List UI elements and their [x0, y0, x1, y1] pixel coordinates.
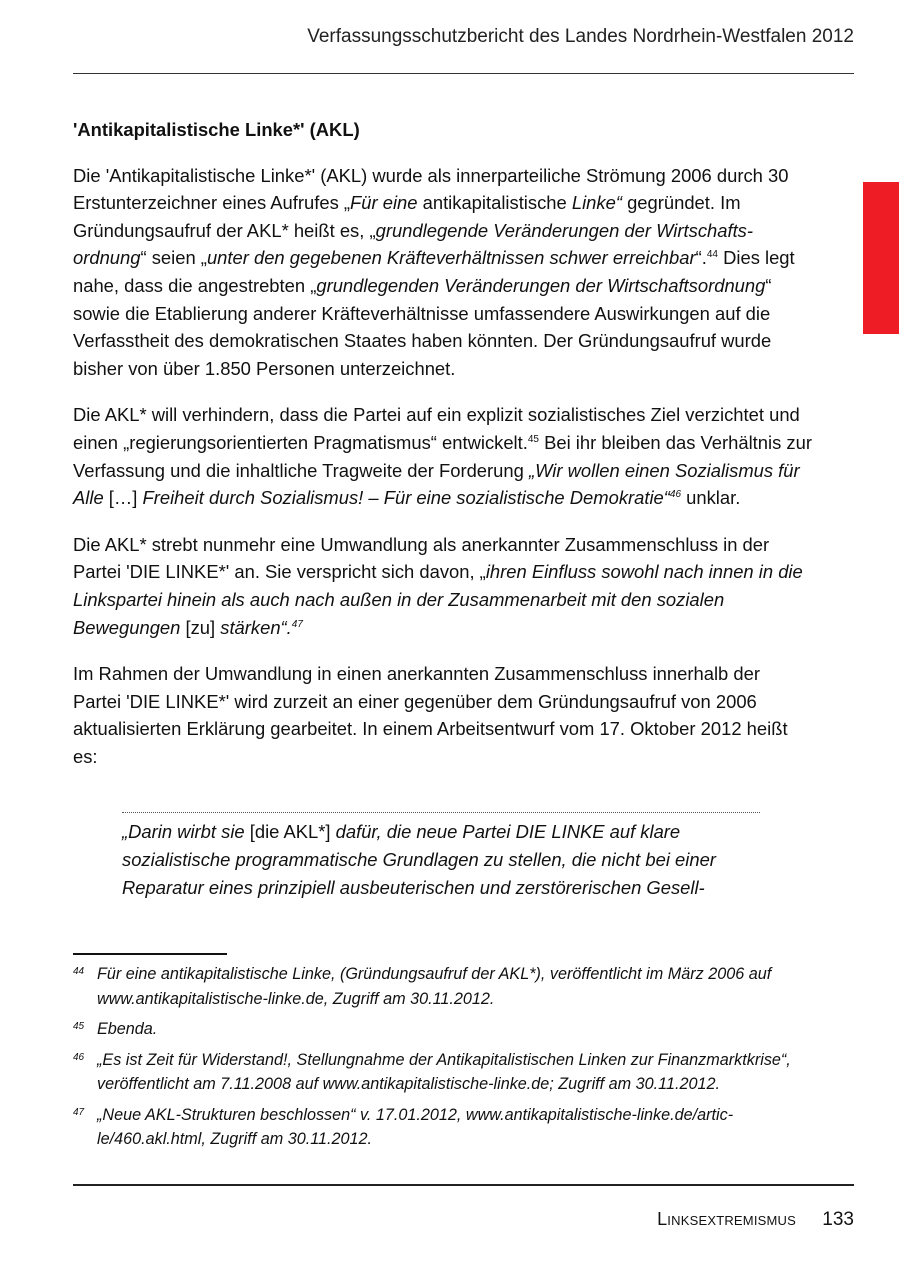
text: “ seien „: [140, 247, 207, 269]
footnote: [73, 1017, 833, 1042]
section-heading: 'Antikapitalistische Linke*' (AKL): [73, 119, 360, 140]
quote-rule: [122, 812, 760, 813]
footnote-ref: 45: [527, 433, 539, 445]
footnote: [73, 1048, 833, 1097]
paragraph-1: [73, 162, 813, 383]
text: [zu]: [180, 616, 221, 638]
text: Dies legt nahe, dass die angestrebten „: [73, 247, 795, 296]
footnote: [73, 962, 833, 1011]
footnotes: [73, 962, 833, 1158]
footnote-ref: 46: [669, 489, 682, 501]
chapter-side-tab: [863, 182, 899, 334]
text: grundlegenden Veränderungen der Wirtschaftsordnung: [316, 274, 766, 296]
text: Linke“: [571, 192, 622, 214]
footer-section-label: Linksextremismus: [657, 1209, 796, 1229]
footnote: [73, 1103, 833, 1152]
main-content: [73, 116, 813, 789]
footer-rule: [73, 1184, 854, 1186]
text: Die AKL* strebt nunmehr eine Umwandlung als anerkannter Zusammenschluss in der Partei 'DIE LINKE*' an. Sie verspricht sich davon, „: [73, 533, 770, 583]
text: stärken“.: [220, 616, 292, 638]
text: antikapitalistische: [417, 192, 572, 214]
text: unklar.: [681, 487, 741, 509]
footnote-text: „Es ist Zeit für Widerstand!, Stellungnahme der Antikapitalistischen Linken zur Finanzmarktkrise“, veröffentlicht am 7.11.2008 auf www.antikapitalistische-linke.de; Zugriff am 30.11.2012.: [97, 1050, 791, 1093]
text: Für eine: [350, 192, 418, 214]
paragraph-3: [73, 531, 813, 641]
footnote-ref: 44: [706, 249, 718, 261]
text: ihren Einfluss sowohl nach innen in die Linkspartei hinein als auch nach außen in der Zusammenarbeit mit den sozialen Bewegungen: [73, 561, 803, 638]
text: Bei ihr bleiben das Verhältnis zur Verfassung und die inhaltliche Tragweite der Forderung: [73, 431, 812, 481]
paragraph-4: Im Rahmen der Umwandlung in einen anerkannten Zusammenschluss innerhalb der Partei 'DIE LINKE*' wird zurzeit an einer gegenüber dem Gründungsaufruf von 2006 aktualisierten Erklärung gearbeitet. In einem Arbeitsentwurf vom 17. Oktober 2012 heißt es:: [73, 663, 788, 767]
text: Die 'Antikapitalistische Linke*' (AKL) wurde als innerparteiliche Strömung 2006 durch 30 Erstunterzeichner eines Aufrufes „: [73, 164, 789, 214]
text: „Darin wirbt sie: [122, 821, 250, 842]
footnote-number: 45: [73, 1021, 85, 1032]
text: grundlegende Veränderungen der Wirtschaftsordnung: [73, 219, 754, 269]
footnote-ref: 47: [291, 618, 303, 630]
header-title: Verfassungsschutzbericht des Landes Nordrhein-Westfalen 2012: [307, 26, 854, 47]
text: […]: [103, 487, 143, 509]
text: Die AKL* will verhindern, dass die Partei auf ein explizit sozialistisches Ziel verzichtet und einen „regierungsorientierten Pragmatismus“ entwickelt.: [73, 404, 800, 453]
text: “ sowie die Etablierung anderer Kräfteverhältnisse umfassendere Auswirkungen auf die Verfasstheit des demokratischen Staates haben könnten. Der Gründungsaufruf wurde bisher von über 1.850 Personen unterzeichnet.: [73, 274, 772, 379]
footnote-rule: [73, 953, 227, 955]
text: gegründet. Im Gründungsaufruf der AKL* heißt es, „: [73, 192, 741, 241]
page-number: 133: [822, 1209, 854, 1230]
block-quote: [122, 818, 762, 902]
footnote-text: Für eine antikapitalistische Linke, (Gründungsaufruf der AKL*), veröffentlicht im März 2006 auf www.antikapitalistische-linke.de, Zugriff am 30.11.2012.: [97, 965, 772, 1008]
footnote-number: 44: [73, 966, 85, 977]
footnote-number: 46: [73, 1051, 85, 1063]
footnote-text: Ebenda.: [97, 1020, 158, 1038]
text: “.: [695, 247, 707, 269]
text: unter den gegebenen Kräfteverhältnissen schwer erreichbar: [206, 247, 696, 269]
footnote-number: 47: [73, 1106, 85, 1118]
paragraph-2: [73, 401, 813, 511]
text: „Wir wollen einen Sozialismus für Alle: [73, 459, 800, 509]
text: [die AKL*]: [249, 821, 331, 842]
text: Freiheit durch Sozialismus! – Für eine sozialistische Demokratie“: [142, 487, 670, 509]
footnote-text: „Neue AKL-Strukturen beschlossen“ v. 17.01.2012, www.antikapitalistische-linke.de/article/460.akl.html, Zugriff am 30.11.2012.: [97, 1105, 734, 1148]
header-rule: [73, 73, 854, 74]
text: dafür, die neue Partei DIE LINKE auf klare sozialistische programmatische Grundlagen zu stellen, die nicht bei einer Reparatur eines prinzipiell ausbeuterischen und zerstörerischen Gesell-: [122, 821, 716, 898]
